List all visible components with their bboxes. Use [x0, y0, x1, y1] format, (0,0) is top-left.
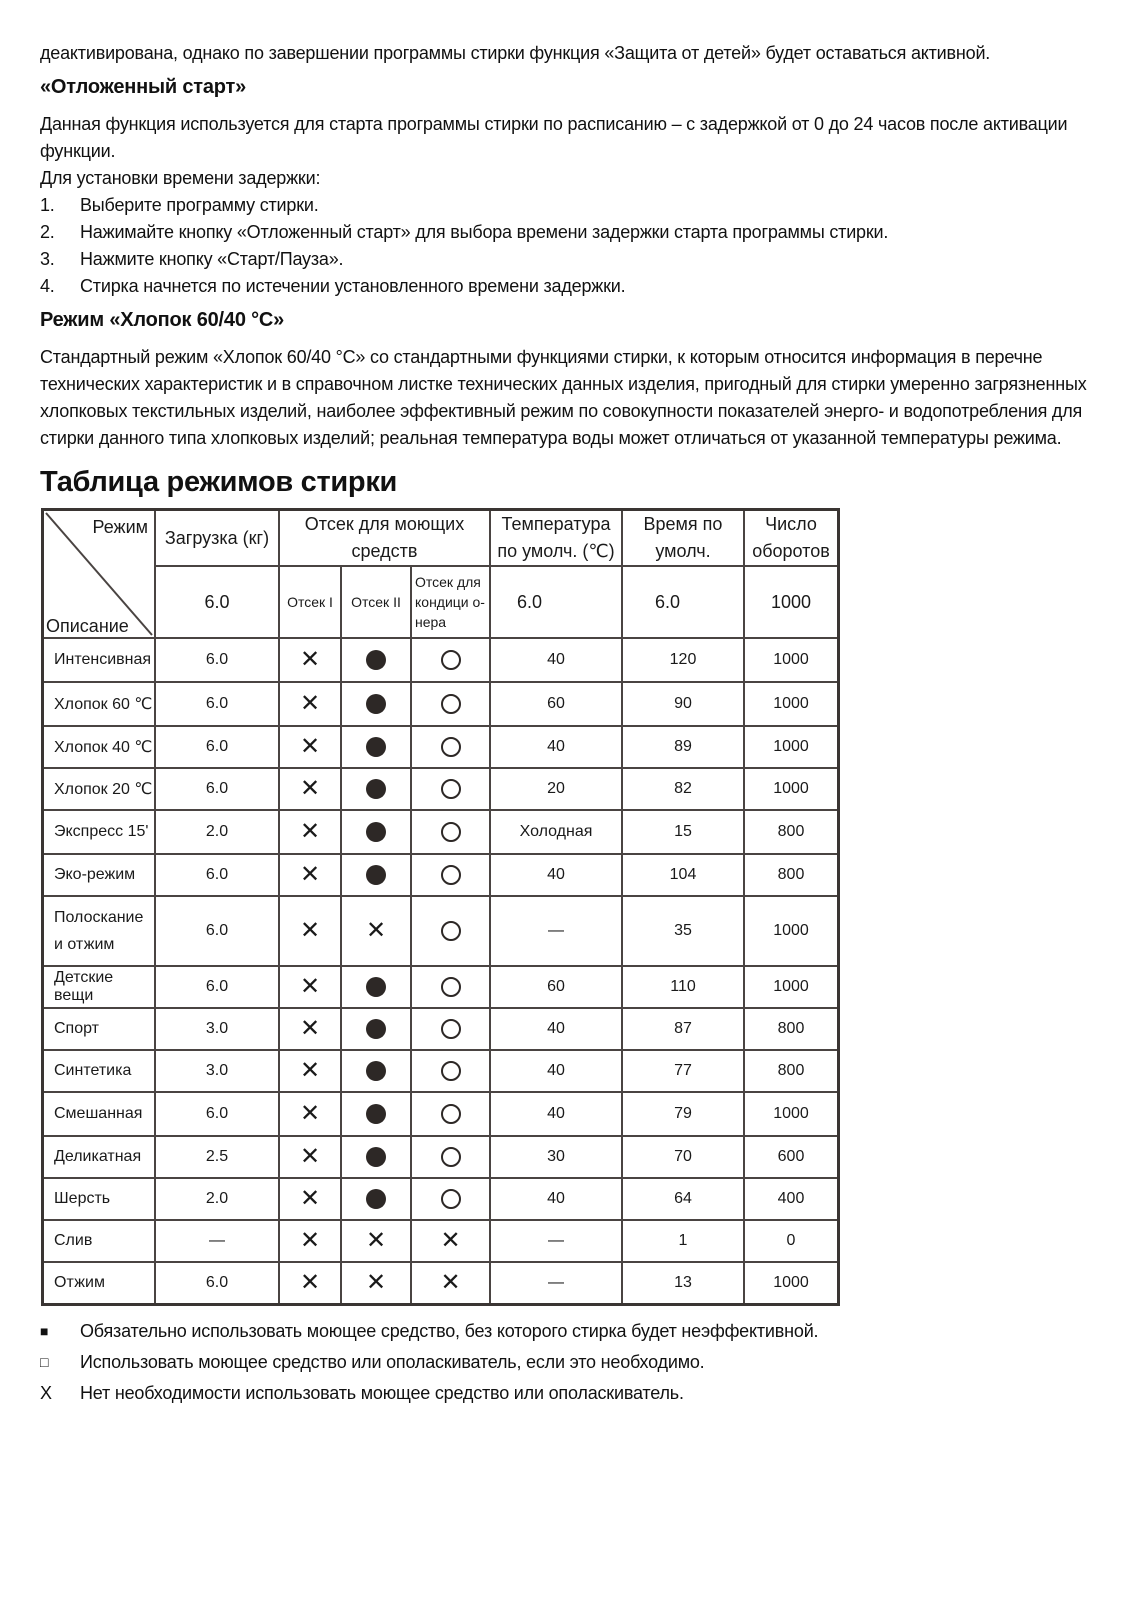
time-cell: 13 — [622, 1262, 744, 1305]
filled-circle-icon — [366, 865, 386, 885]
empty-circle-icon — [441, 650, 461, 670]
load-cell: 6.0 — [155, 638, 279, 682]
filled-circle-icon — [366, 737, 386, 757]
compartment-c1-cell — [279, 1008, 341, 1050]
x-mark-icon: ✕ — [299, 861, 321, 889]
mode-name-cell: Эко-режим — [43, 854, 156, 896]
header-mode-description-cell — [43, 510, 156, 639]
x-mark-icon: ✕ — [299, 1143, 321, 1171]
delayed-start-description: Данная функция используется для старта программы стирки по расписанию – с задержкой от 0 до 24 часов после активации функции. — [40, 114, 1068, 161]
compartment-c3-cell — [411, 1092, 490, 1136]
mode-name-cell: Синтетика — [43, 1050, 156, 1092]
delayed-start-steps — [40, 192, 1100, 300]
compartment-c3-cell — [411, 810, 490, 854]
table-header-row — [43, 510, 839, 567]
empty-circle-icon — [441, 737, 461, 757]
step-number: 1. — [40, 195, 55, 215]
temperature-cell: 30 — [490, 1136, 622, 1178]
subheader-compartment-2: Отсек II — [341, 566, 411, 638]
subheader-compartment-softener: Отсек для кондици о-нера — [411, 566, 490, 638]
x-mark-icon: ✕ — [299, 775, 321, 803]
x-mark-icon: ✕ — [299, 917, 321, 945]
compartment-c2-cell — [341, 638, 411, 682]
time-cell: 87 — [622, 1008, 744, 1050]
table-row — [43, 854, 839, 896]
temperature-cell: 40 — [490, 1092, 622, 1136]
step-number: 2. — [40, 222, 55, 242]
empty-circle-icon — [441, 921, 461, 941]
cotton-mode-description: Стандартный режим «Хлопок 60/40 °C» со стандартными функциями стирки, к которым относится информация в перечне технических характеристик и в справочном листке технических данных изделия, пригодный для стирки умеренно загрязненных хлопковых текстильных изделий, наиболее эффективный режим по совокупности показателей энерго- и водопотребления для стирки данного типа хлопковых изделий; реальная температура воды может отличаться от указанной температуры режима. — [40, 347, 1087, 448]
header-temperature: Температура по умолч. (℃) — [490, 510, 622, 567]
temperature-cell: — — [490, 1220, 622, 1262]
time-cell: 15 — [622, 810, 744, 854]
mode-name-cell: Детские вещи — [43, 966, 156, 1008]
compartment-c2-cell — [341, 854, 411, 896]
compartment-c1-cell — [279, 638, 341, 682]
step-text: Стирка начнется по истечении установленного времени задержки. — [80, 276, 626, 296]
compartment-c1-cell — [279, 1136, 341, 1178]
load-cell: 6.0 — [155, 768, 279, 810]
empty-square-icon: □ — [40, 1354, 49, 1370]
empty-circle-icon — [441, 779, 461, 799]
compartment-c2-cell — [341, 896, 411, 966]
rpm-cell: 1000 — [744, 768, 839, 810]
load-cell: 6.0 — [155, 726, 279, 768]
x-mark-icon: ✕ — [299, 1269, 321, 1297]
empty-circle-icon — [441, 1061, 461, 1081]
empty-circle-icon — [441, 694, 461, 714]
x-mark-icon: ✕ — [299, 1185, 321, 1213]
compartment-c1-cell — [279, 768, 341, 810]
step-item — [40, 273, 1100, 300]
table-row — [43, 896, 839, 966]
x-mark-icon: ✕ — [365, 1227, 387, 1255]
compartment-c3-cell — [411, 966, 490, 1008]
compartment-c3-cell — [411, 896, 490, 966]
compartment-c1-cell — [279, 682, 341, 726]
compartment-c1-cell — [279, 726, 341, 768]
rpm-cell: 400 — [744, 1178, 839, 1220]
load-cell: 2.5 — [155, 1136, 279, 1178]
temperature-cell: 40 — [490, 854, 622, 896]
mode-name-cell: Деликатная — [43, 1136, 156, 1178]
table-row — [43, 1136, 839, 1178]
time-cell: 90 — [622, 682, 744, 726]
delayed-start-heading: «Отложенный старт» — [40, 76, 247, 98]
x-mark-icon: ✕ — [299, 1100, 321, 1128]
rpm-cell: 800 — [744, 810, 839, 854]
rpm-cell: 800 — [744, 1050, 839, 1092]
table-row — [43, 638, 839, 682]
temperature-cell: 20 — [490, 768, 622, 810]
empty-circle-icon — [441, 1104, 461, 1124]
rpm-cell: 0 — [744, 1220, 839, 1262]
empty-circle-icon — [441, 1019, 461, 1039]
compartment-c1-cell — [279, 896, 341, 966]
rpm-cell: 1000 — [744, 726, 839, 768]
subheader-compartment-1: Отсек I — [279, 566, 341, 638]
delayed-start-steps-intro: Для установки времени задержки: — [40, 168, 321, 188]
time-cell: 64 — [622, 1178, 744, 1220]
rpm-cell: 800 — [744, 1008, 839, 1050]
x-mark-icon: ✕ — [299, 818, 321, 846]
load-cell: 6.0 — [155, 966, 279, 1008]
rpm-cell: 1000 — [744, 638, 839, 682]
mode-name-cell: Смешанная — [43, 1092, 156, 1136]
document-page — [40, 40, 1100, 1409]
compartment-c3-cell — [411, 638, 490, 682]
compartment-c3-cell — [411, 1136, 490, 1178]
mode-name-cell: Хлопок 60 ℃ — [43, 682, 156, 726]
x-mark-icon: ✕ — [299, 690, 321, 718]
x-mark-icon: ✕ — [299, 733, 321, 761]
step-text: Нажимайте кнопку «Отложенный старт» для выбора времени задержки старта программы стирки. — [80, 222, 889, 242]
step-item — [40, 192, 1100, 219]
empty-circle-icon — [441, 977, 461, 997]
time-cell: 89 — [622, 726, 744, 768]
compartment-c3-cell — [411, 1178, 490, 1220]
header-description: Описание — [46, 616, 129, 636]
continued-paragraph: деактивирована, однако по завершении программы стирки функция «Защита от детей» будет оставаться активной. — [40, 43, 991, 63]
step-number: 3. — [40, 249, 55, 269]
time-cell: 82 — [622, 768, 744, 810]
time-cell: 35 — [622, 896, 744, 966]
header-load: Загрузка (кг) — [155, 510, 279, 567]
subheader-load-value: 6.0 — [155, 566, 279, 638]
load-cell: 2.0 — [155, 810, 279, 854]
legend-text: Нет необходимости использовать моющее средство или ополаскиватель. — [80, 1383, 684, 1403]
table-subheader-row — [43, 566, 839, 638]
rpm-cell: 1000 — [744, 966, 839, 1008]
filled-circle-icon — [366, 694, 386, 714]
filled-circle-icon — [366, 1061, 386, 1081]
table-row — [43, 1008, 839, 1050]
header-mode: Режим — [92, 517, 148, 537]
compartment-c1-cell — [279, 1220, 341, 1262]
x-mark-icon: ✕ — [299, 1015, 321, 1043]
temperature-cell: 40 — [490, 1050, 622, 1092]
wash-modes-table — [41, 508, 840, 1306]
mode-name-cell: Интенсивная — [43, 638, 156, 682]
time-cell: 79 — [622, 1092, 744, 1136]
mode-name-cell: Хлопок 20 ℃ — [43, 768, 156, 810]
step-item — [40, 246, 1100, 273]
compartment-c1-cell — [279, 854, 341, 896]
filled-square-icon: ■ — [40, 1323, 49, 1339]
compartment-c3-cell — [411, 1008, 490, 1050]
temperature-cell: 40 — [490, 1008, 622, 1050]
empty-circle-icon — [441, 865, 461, 885]
cotton-mode-heading: Режим «Хлопок 60/40 °C» — [40, 309, 285, 331]
compartment-c3-cell — [411, 1050, 490, 1092]
x-mark-icon: ✕ — [440, 1269, 461, 1297]
step-text: Нажмите кнопку «Старт/Пауза». — [80, 249, 344, 269]
load-cell: 6.0 — [155, 1092, 279, 1136]
x-mark-icon: ✕ — [440, 1227, 461, 1255]
load-cell: — — [155, 1220, 279, 1262]
rpm-cell: 1000 — [744, 1092, 839, 1136]
subheader-temperature-value: 6.0 — [490, 566, 622, 638]
temperature-cell: — — [490, 896, 622, 966]
table-row — [43, 1050, 839, 1092]
legend-item-required — [40, 1316, 1100, 1347]
empty-circle-icon — [441, 1147, 461, 1167]
step-item — [40, 219, 1100, 246]
filled-circle-icon — [366, 779, 386, 799]
load-cell: 6.0 — [155, 896, 279, 966]
subheader-rpm-value: 1000 — [744, 566, 839, 638]
mode-name-cell: Полоскание и отжим — [43, 896, 156, 966]
legend-text: Использовать моющее средство или ополаскиватель, если это необходимо. — [80, 1352, 705, 1372]
table-row — [43, 768, 839, 810]
table-row — [43, 966, 839, 1008]
legend-item-not-needed — [40, 1378, 1100, 1409]
table-body — [43, 638, 839, 1305]
time-cell: 70 — [622, 1136, 744, 1178]
compartment-c2-cell — [341, 768, 411, 810]
mode-name-cell: Хлопок 40 ℃ — [43, 726, 156, 768]
legend-item-optional — [40, 1347, 1100, 1378]
table-title: Таблица режимов стирки — [40, 466, 398, 498]
table-row — [43, 1220, 839, 1262]
time-cell: 77 — [622, 1050, 744, 1092]
load-cell: 2.0 — [155, 1178, 279, 1220]
x-mark-icon: ✕ — [299, 1057, 321, 1085]
empty-circle-icon — [441, 822, 461, 842]
x-mark-icon: ✕ — [299, 646, 321, 674]
filled-circle-icon — [366, 1147, 386, 1167]
rpm-cell: 800 — [744, 854, 839, 896]
compartment-c3-cell — [411, 682, 490, 726]
step-text: Выберите программу стирки. — [80, 195, 319, 215]
x-mark-icon: ✕ — [365, 1269, 387, 1297]
rpm-cell: 1000 — [744, 1262, 839, 1305]
mode-name-cell: Отжим — [43, 1262, 156, 1305]
temperature-cell: 40 — [490, 638, 622, 682]
x-mark-icon: ✕ — [299, 973, 321, 1001]
compartment-c2-cell — [341, 1092, 411, 1136]
legend — [40, 1316, 1100, 1409]
x-mark-icon: X — [40, 1383, 52, 1403]
compartment-c2-cell — [341, 1008, 411, 1050]
compartment-c2-cell — [341, 1262, 411, 1305]
compartment-c2-cell — [341, 1178, 411, 1220]
compartment-c1-cell — [279, 810, 341, 854]
compartment-c2-cell — [341, 726, 411, 768]
table-row — [43, 682, 839, 726]
rpm-cell: 1000 — [744, 896, 839, 966]
filled-circle-icon — [366, 1104, 386, 1124]
subheader-time-value: 6.0 — [622, 566, 744, 638]
time-cell: 120 — [622, 638, 744, 682]
filled-circle-icon — [366, 650, 386, 670]
filled-circle-icon — [366, 1019, 386, 1039]
temperature-cell: 40 — [490, 726, 622, 768]
mode-name-cell: Слив — [43, 1220, 156, 1262]
filled-circle-icon — [366, 1189, 386, 1209]
time-cell: 110 — [622, 966, 744, 1008]
rpm-cell: 1000 — [744, 682, 839, 726]
compartment-c2-cell — [341, 810, 411, 854]
temperature-cell: — — [490, 1262, 622, 1305]
compartment-c3-cell — [411, 1262, 490, 1305]
table-row — [43, 1092, 839, 1136]
table-row — [43, 810, 839, 854]
compartment-c2-cell — [341, 682, 411, 726]
time-cell: 1 — [622, 1220, 744, 1262]
table-row — [43, 726, 839, 768]
header-compartments: Отсек для моющих средств — [279, 510, 490, 567]
compartment-c2-cell — [341, 966, 411, 1008]
compartment-c2-cell — [341, 1136, 411, 1178]
time-cell: 104 — [622, 854, 744, 896]
table-row — [43, 1178, 839, 1220]
x-mark-icon: ✕ — [365, 917, 387, 945]
temperature-cell: 60 — [490, 966, 622, 1008]
filled-circle-icon — [366, 822, 386, 842]
compartment-c1-cell — [279, 1178, 341, 1220]
header-time: Время по умолч. — [622, 510, 744, 567]
load-cell: 3.0 — [155, 1008, 279, 1050]
mode-name-cell: Экспресс 15' — [43, 810, 156, 854]
compartment-c2-cell — [341, 1220, 411, 1262]
load-cell: 6.0 — [155, 682, 279, 726]
compartment-c1-cell — [279, 1262, 341, 1305]
compartment-c1-cell — [279, 1050, 341, 1092]
compartment-c1-cell — [279, 966, 341, 1008]
header-rpm: Число оборотов — [744, 510, 839, 567]
temperature-cell: Холодная — [490, 810, 622, 854]
x-mark-icon: ✕ — [299, 1227, 321, 1255]
step-number: 4. — [40, 276, 55, 296]
legend-text: Обязательно использовать моющее средство, без которого стирка будет неэффективной. — [80, 1321, 819, 1341]
mode-name-cell: Спорт — [43, 1008, 156, 1050]
rpm-cell: 600 — [744, 1136, 839, 1178]
mode-name-cell: Шерсть — [43, 1178, 156, 1220]
compartment-c3-cell — [411, 1220, 490, 1262]
compartment-c2-cell — [341, 1050, 411, 1092]
temperature-cell: 40 — [490, 1178, 622, 1220]
table-row — [43, 1262, 839, 1305]
compartment-c3-cell — [411, 726, 490, 768]
temperature-cell: 60 — [490, 682, 622, 726]
compartment-c1-cell — [279, 1092, 341, 1136]
load-cell: 6.0 — [155, 854, 279, 896]
empty-circle-icon — [441, 1189, 461, 1209]
load-cell: 6.0 — [155, 1262, 279, 1305]
load-cell: 3.0 — [155, 1050, 279, 1092]
filled-circle-icon — [366, 977, 386, 997]
compartment-c3-cell — [411, 854, 490, 896]
compartment-c3-cell — [411, 768, 490, 810]
